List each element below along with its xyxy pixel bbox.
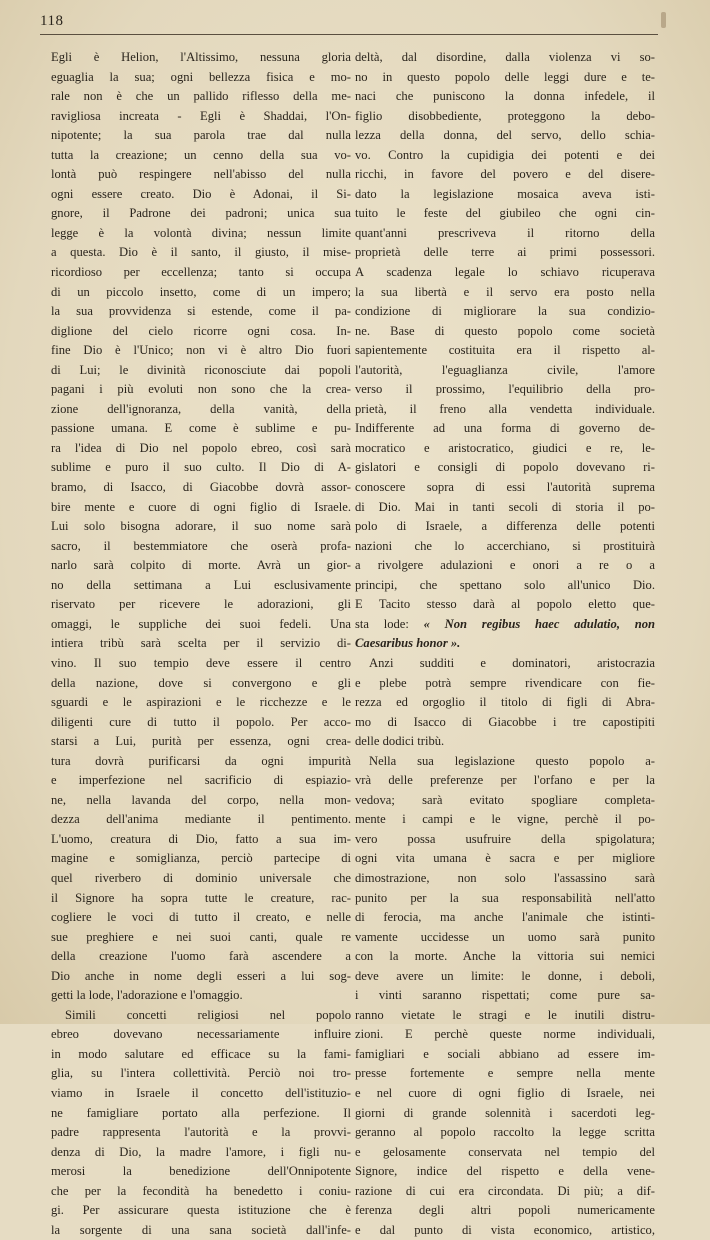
text-line-content: i vinti saranno rispettati; come pure sa-	[355, 988, 655, 1003]
page-corner-mark	[661, 12, 666, 28]
text-line	[51, 185, 351, 205]
text-line-content: rezza ed orgoglio il titolo di figli di Abra-	[355, 695, 655, 710]
text-line-content: lezza della donna, del servo, dello schia-	[355, 128, 655, 143]
text-line-content: no in questo popolo delle leggi dure e te-	[355, 69, 655, 84]
text-line	[51, 283, 351, 303]
text-line	[51, 1143, 351, 1163]
text-line	[355, 68, 655, 88]
text-line	[51, 263, 351, 283]
text-line-content: eguaglia la sua; ogni bellezza fisica e mo-	[51, 69, 351, 84]
text-line	[355, 908, 655, 928]
text-line-content: sublime e puro il suo culto. Il Dio di A-	[51, 460, 351, 475]
text-line	[51, 165, 351, 185]
text-line	[51, 517, 351, 537]
text-line	[51, 537, 351, 557]
text-line	[355, 1201, 655, 1221]
text-line	[51, 146, 351, 166]
text-line	[51, 576, 351, 596]
text-line	[51, 986, 351, 1006]
text-line-content: e dal punto di vista economico, artistico,	[355, 1222, 655, 1237]
text-line-content: principi, che spettano solo all'unico Dio.	[355, 577, 655, 592]
text-line-content: Dio anche in nome degli esseri a lui sog-	[51, 968, 351, 983]
text-line-content: gislatori e consigli di popolo dovevano ri-	[355, 460, 655, 475]
text-line-content: tuito le feste del giubileo che ogni cin-	[355, 206, 655, 221]
text-line	[355, 302, 655, 322]
text-line-content: Signore, indice del rispetto e della vene-	[355, 1164, 655, 1179]
text-line	[355, 849, 655, 869]
text-line	[355, 986, 655, 1006]
text-line	[355, 361, 655, 381]
text-line-content: riservato per ricevere le adorazioni, gli	[51, 597, 351, 612]
text-line-content: narlo sarà colpito di morte. Avrà un gior-	[51, 558, 351, 573]
text-line-content: proprietà delle terre ai primi possessori.	[355, 245, 655, 260]
text-line-content: figlio disobbediente, proteggono la debo-	[355, 108, 655, 123]
text-line-content: glia, su l'intera collettività. Perciò noi tro-	[51, 1066, 351, 1081]
text-line-content: Simili concetti religiosi nel popolo	[65, 1007, 351, 1022]
text-line-content: vrà delle preferenze per l'orfano e per la	[355, 773, 655, 788]
text-line-content: ogni essere creato. Dio è Adonai, il Si-	[51, 186, 351, 201]
text-line-content: mente i campi e le vigne, perchè il po-	[355, 812, 655, 827]
text-line-content: diligenti cure di tutto il popolo. Per acco-	[51, 714, 351, 729]
text-line-content: la sua provvidenza si estende, come il pa-	[51, 304, 351, 319]
text-line	[355, 674, 655, 694]
text-line-content: ebreo dovevano necessariamente influire	[51, 1027, 351, 1042]
text-line-content: razione di cui era circondata. Di più; a dif-	[355, 1183, 655, 1198]
text-line	[51, 967, 351, 987]
text-line	[51, 869, 351, 889]
text-line-content: pagani i più evoluti non sono che la crea-	[51, 382, 351, 397]
text-line-content: vo. Contro la cupidigia dei potenti e dei	[355, 147, 655, 162]
text-line-content: zioni. E perchè queste norme individuali,	[355, 1027, 655, 1042]
latin-quote: Caesaribus honor ».	[355, 636, 461, 651]
text-line	[355, 224, 655, 244]
text-line	[51, 849, 351, 869]
text-line	[51, 48, 351, 68]
text-line	[51, 674, 351, 694]
text-line-content: dimostrazione, non solo l'assassino sarà	[355, 870, 655, 885]
text-line-content: di un piccolo insetto, come di un impero;	[51, 284, 351, 299]
text-line	[51, 1201, 351, 1221]
text-line	[51, 400, 351, 420]
text-line-content: vero possa usufruire della spigolatura;	[355, 831, 655, 846]
text-line	[51, 1221, 351, 1240]
text-line-content: delle dodici tribù.	[355, 734, 445, 749]
text-line-content: dato la legislazione mosaica aveva isti-	[355, 186, 655, 201]
text-line	[355, 243, 655, 263]
text-line-content: polo di Israele, a differenza delle potenti	[355, 519, 655, 534]
text-line	[355, 1162, 655, 1182]
text-line-content: rale non è che un pallido riflesso della me-	[51, 89, 351, 104]
text-line-content: che per la fecondità ha benedetto i coniu-	[51, 1183, 351, 1198]
text-line	[51, 1064, 351, 1084]
text-line-content: Nella sua legislazione questo popolo a-	[369, 753, 655, 768]
text-line-content: di Dio. Mai in tanti secoli di storia il po-	[355, 499, 655, 514]
text-line-content: E Tacito stesso darà al popolo eletto que-	[355, 597, 655, 612]
text-line-content: cogliere le voci di tutto il creato, e nelle	[51, 910, 351, 925]
text-line	[355, 771, 655, 791]
text-line	[51, 302, 351, 322]
text-line-content: sue preghiere e nei suoi canti, quale re	[51, 929, 351, 944]
text-line-content: denza di Dio, la madre l'amore, i figli nu-	[51, 1144, 351, 1159]
text-line	[355, 654, 655, 674]
text-line	[355, 967, 655, 987]
text-line-content: nazioni che lo accerchiano, si prostituirà	[355, 538, 655, 553]
text-line	[51, 908, 351, 928]
text-line	[355, 1221, 655, 1240]
text-line	[51, 439, 351, 459]
text-line-content: sta lode:	[355, 616, 424, 631]
text-line	[355, 810, 655, 830]
text-line-content: ra l'idea di Dio nel popolo ebreo, così sarà	[51, 440, 351, 455]
text-line	[355, 1025, 655, 1045]
text-line-content: sapientemente costituita era il rispetto al-	[355, 343, 655, 358]
text-line-content: padre rappresenta l'autorità e la provvi-	[51, 1125, 351, 1140]
text-line	[51, 889, 351, 909]
text-line	[51, 126, 351, 146]
text-line-content: ne famigliare portato alla perfezione. Il	[51, 1105, 351, 1120]
text-line-content: mocratico e aristocratico, giudici e re, le-	[355, 440, 655, 455]
text-line-content: lontà può respingere nell'abisso del nulla	[51, 167, 351, 182]
text-line	[355, 1123, 655, 1143]
text-line	[355, 498, 655, 518]
text-line	[355, 1143, 655, 1163]
text-line	[355, 48, 655, 68]
text-line-content: di Lui; le divinità riconosciute dai popoli	[51, 362, 351, 377]
text-line	[51, 1084, 351, 1104]
text-line	[51, 634, 351, 654]
text-line	[51, 752, 351, 772]
text-line-content: di ferocia, ma anche l'animale che istinti-	[355, 910, 655, 925]
text-line-content: sguardi e le aspirazioni e le ricchezze e le	[51, 695, 351, 710]
text-line-content: Indifferente ad una forma di governo de-	[355, 421, 655, 436]
text-line-content: della creazione l'uomo farà ascendere a	[51, 949, 351, 964]
text-line-content: sacro, il bestemmiatore che oserà profa-	[51, 538, 351, 553]
text-line	[355, 380, 655, 400]
text-line	[355, 204, 655, 224]
text-line	[355, 419, 655, 439]
text-line	[355, 165, 655, 185]
text-line-content: verso il prossimo, l'equilibrio della pro-	[355, 382, 655, 397]
text-line-content: intiera tribù sarà scelta per il servizio di-	[51, 636, 351, 651]
text-line	[355, 830, 655, 850]
text-line-content: diglione del cielo ricorre ogni cosa. In-	[51, 323, 351, 338]
text-line	[51, 654, 351, 674]
text-line	[51, 791, 351, 811]
text-line	[355, 185, 655, 205]
text-line-content: quant'anni prescriveva il ritorno della	[355, 225, 655, 240]
text-line-content: merosi la benedizione dell'Onnipotente	[51, 1164, 351, 1179]
text-line	[51, 107, 351, 127]
text-line-content: naci che puniscono la donna infedele, il	[355, 89, 655, 104]
text-line-content: famigliari e sociali abbiano ad essere im-	[355, 1046, 655, 1061]
text-line	[355, 693, 655, 713]
text-line	[355, 713, 655, 733]
text-line	[51, 830, 351, 850]
text-line	[355, 400, 655, 420]
text-line-content: geranno al popolo raccolto la legge scritta	[355, 1125, 655, 1140]
text-line	[51, 1162, 351, 1182]
header-rule	[40, 34, 658, 35]
text-line-content: starsi a Lui, purità per essenza, ogni crea-	[51, 734, 351, 749]
text-line	[51, 1123, 351, 1143]
text-line	[355, 146, 655, 166]
text-line-content: gnore, il Padrone dei padroni; unica sua	[51, 206, 351, 221]
text-line-content: nipotente; la sua parola trae dal nulla	[51, 128, 351, 143]
text-line	[51, 380, 351, 400]
text-line-content: vedova; sarà evitato spogliare completa-	[355, 792, 655, 807]
text-line-content: ricchi, in favore del povero e del disere-	[355, 167, 655, 182]
text-line	[355, 556, 655, 576]
text-line	[51, 68, 351, 88]
text-line	[51, 693, 351, 713]
text-line-content: la sorgente di una sana società dall'infe-	[51, 1222, 351, 1237]
text-line-content: ranno vietate le stragi e le inutili distru-	[355, 1007, 655, 1022]
text-line	[355, 439, 655, 459]
text-line	[355, 595, 655, 615]
text-line	[51, 947, 351, 967]
text-line-content: e nel cuore di ogni figlio di Israele, nei	[355, 1085, 655, 1100]
text-line-content: vino. Il suo tempio deve essere il centro	[51, 655, 351, 670]
text-line	[51, 87, 351, 107]
text-line	[355, 87, 655, 107]
text-line	[51, 1045, 351, 1065]
text-line	[355, 341, 655, 361]
text-line	[51, 615, 351, 635]
text-line-content: deltà, dal disordine, dalla violenza vi so-	[355, 50, 655, 64]
text-line	[51, 556, 351, 576]
text-line-content: a questa. Dio è il santo, il giusto, il mise-	[51, 245, 351, 260]
text-line	[51, 1104, 351, 1124]
text-line	[355, 1084, 655, 1104]
text-line-content: condizione di migliorare la sua condizio-	[355, 304, 655, 319]
text-line	[51, 498, 351, 518]
text-line-content: la sua libertà e il servo era posto nella	[355, 284, 655, 299]
text-line-content: Anzi sudditi e dominatori, aristocrazia	[369, 655, 655, 670]
text-line-content: omaggi, le suppliche dei suoi fedeli. Una	[51, 616, 351, 631]
text-line-content: viamo in Israele il concetto dell'istituzio-	[51, 1085, 351, 1100]
text-line	[355, 947, 655, 967]
text-line-content: dezza dell'anima mediante il pentimento.	[51, 812, 351, 827]
text-line	[355, 126, 655, 146]
text-line	[51, 478, 351, 498]
text-line	[51, 224, 351, 244]
text-line-content: Lui solo bisogna adorare, il suo nome sarà	[51, 519, 351, 534]
text-line	[51, 713, 351, 733]
text-line-content: punito per la sua responsabilità nell'atto	[355, 890, 655, 905]
text-line-content: gi. Per assicurare questa istituzione che è	[51, 1203, 351, 1218]
text-line-content: quel riverbero di dominio universale che	[51, 870, 351, 885]
text-line	[51, 595, 351, 615]
text-line-content: fine Dio è l'Unico; non vi è altro Dio fuori	[51, 343, 351, 358]
text-line	[355, 458, 655, 478]
text-line	[355, 928, 655, 948]
text-line	[355, 107, 655, 127]
text-line	[51, 419, 351, 439]
text-line	[51, 322, 351, 342]
text-line	[355, 478, 655, 498]
text-line-content: con la morte. Anche la vittoria sui nemici	[355, 949, 655, 964]
text-line-content: vamente uccidesse un uomo sarà punito	[355, 929, 655, 944]
text-line	[355, 576, 655, 596]
text-line-content: presse fortemente e sempre nella mente	[355, 1066, 655, 1081]
text-line-content: tura dovrà purificarsi da ogni impurità	[51, 753, 351, 768]
text-line	[51, 928, 351, 948]
text-line-content: Egli è Helion, l'Altissimo, nessuna gloria	[51, 50, 351, 64]
text-line-content: mo di Isacco di Giacobbe i tre capostipiti	[355, 714, 655, 729]
text-line-content: e gelosamente conservata nel tempio del	[355, 1144, 655, 1159]
text-line-content: in modo salutare ed efficace su la fami-	[51, 1046, 351, 1061]
text-line-content: e imperfezione nel sacrificio di espiazio-	[51, 773, 351, 788]
text-line	[51, 1006, 351, 1026]
text-line-content: legge è la volontà divina; nessun limite	[51, 225, 351, 240]
text-line-content: tutta la creazione; un cenno della sua vo-	[51, 147, 351, 162]
text-line	[51, 243, 351, 263]
text-line	[355, 1006, 655, 1026]
text-line-content: e plebe potrà sempre rivendicare con fie-	[355, 675, 655, 690]
text-line	[355, 1182, 655, 1202]
text-line-content: passione umana. E come è sublime e pu-	[51, 421, 351, 436]
text-line	[355, 869, 655, 889]
text-line-content: il Signore ha sopra tutte le creature, rac-	[51, 890, 351, 905]
text-line	[355, 732, 655, 752]
text-line	[355, 263, 655, 283]
text-line-content: ogni vita umana è sacra e per migliore	[355, 851, 655, 866]
page-number: 118	[40, 13, 64, 29]
text-line-content: conoscere sopra di essi l'autorità suprema	[355, 480, 655, 495]
text-line-content: no della settimana a Lui esclusivamente	[51, 577, 351, 592]
text-line	[355, 1104, 655, 1124]
text-line	[355, 1045, 655, 1065]
text-line-content: a rivolgere adulazioni e onori a re o a	[355, 558, 655, 573]
text-line-content: della nazione, dove si convergono e gli	[51, 675, 351, 690]
text-line	[51, 341, 351, 361]
text-line-content: L'uomo, creatura di Dio, fatto a sua im-	[51, 831, 351, 846]
text-line	[51, 1025, 351, 1045]
latin-quote: « Non regibus haec adulatio, non	[423, 616, 655, 631]
text-line-content: bire mente e cuore di ogni figlio di Israele.	[51, 499, 351, 514]
right-text-column	[355, 48, 655, 1240]
text-line	[355, 1064, 655, 1084]
text-line	[355, 283, 655, 303]
text-line	[355, 615, 655, 635]
text-line-content: zione dell'ignoranza, della vanità, della	[51, 401, 351, 416]
text-line-content: deve avere un limite: le donne, i deboli,	[355, 968, 655, 983]
text-line	[355, 517, 655, 537]
text-line	[355, 537, 655, 557]
text-line	[355, 791, 655, 811]
text-line-content: ne, nella lavanda del corpo, nella mon-	[51, 792, 351, 807]
text-line-content: ne. Base di questo popolo come società	[355, 323, 655, 338]
text-line	[51, 771, 351, 791]
text-line	[355, 634, 655, 654]
text-line-content: A scadenza legale lo schiavo ricuperava	[355, 265, 655, 280]
text-line-content: prietà, il freno alla vendetta individuale.	[355, 401, 655, 416]
text-line	[355, 322, 655, 342]
text-line-content: giorni di grande solennità i sacerdoti leg-	[355, 1105, 655, 1120]
text-line-content: ricordioso per eccellenza; tanto si occupa	[51, 265, 351, 280]
text-line	[51, 810, 351, 830]
text-line	[51, 204, 351, 224]
text-line-content: bramo, di Isacco, di Giacobbe dovrà assor-	[51, 480, 351, 495]
text-line	[51, 1182, 351, 1202]
text-line	[355, 752, 655, 772]
left-text-column	[51, 48, 351, 1240]
text-line-content: magine e somiglianza, perciò partecipe di	[51, 851, 351, 866]
text-line	[51, 732, 351, 752]
text-line-content: ferenza degli altri popoli numericamente	[355, 1203, 655, 1218]
text-line	[51, 361, 351, 381]
text-line-content: ravigliosa increata - Egli è Shaddai, l'On-	[51, 108, 351, 123]
text-line	[51, 458, 351, 478]
text-line-content: l'autorità, l'eguaglianza civile, l'amore	[355, 362, 655, 377]
text-line-content: getti la lode, l'adorazione e l'omaggio.	[51, 988, 243, 1003]
text-line	[355, 889, 655, 909]
